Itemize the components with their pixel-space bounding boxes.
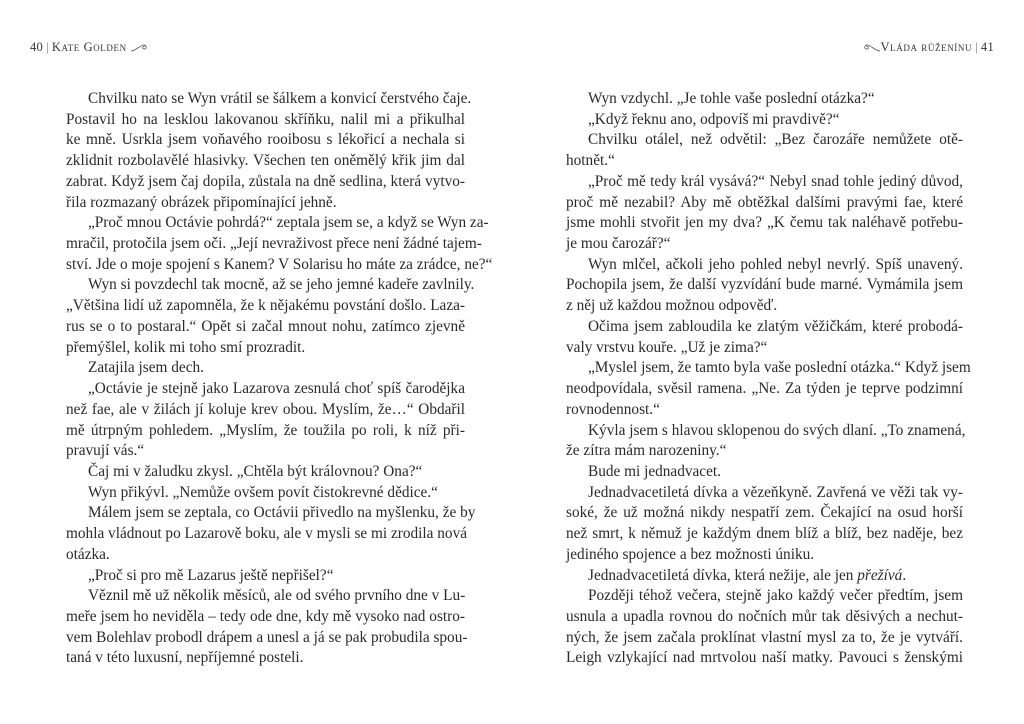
text-line-content: Jednadvacetiletá dívka, která nežije, ale jen (588, 566, 858, 584)
text-line-content: soké, že už možná nikdy nespatří zem. Čekající na osud horší (566, 504, 963, 522)
text-line (566, 275, 963, 296)
text-line-content: Bude mi jednadvacet. (588, 462, 721, 480)
text-line (66, 234, 482, 255)
text-line-content: „Proč mě tedy král vysává?“ Nebyl snad tohle jediný důvod, (588, 172, 963, 190)
text-line-content: že zítra mám narozeniny.“ (566, 442, 727, 460)
text-line-content: „Proč si pro mě Lazarus ještě nepřišel?“ (88, 566, 334, 584)
text-line (566, 213, 963, 234)
text-line (66, 648, 465, 669)
text-line (566, 441, 963, 462)
text-line-content: Chvilku otálel, než odvětil: „Bez čarozáře nemůžete otě- (588, 131, 963, 149)
text-line (66, 462, 465, 483)
right-page (512, 0, 1024, 724)
text-line-tail: . (902, 566, 907, 584)
text-line-content: Málem jsem se zeptala, co Octávii přivedlo na myšlenku, že by (88, 504, 476, 522)
text-line-content: Wyn přikývl. „Nemůže ovšem povít čistokrevné dědice.“ (88, 483, 438, 501)
text-line-content: mě útrpným pohledem. „Myslím, že toužila po roli, k níž při- (66, 421, 465, 439)
right-running-header (863, 40, 994, 55)
text-line-content: jsme mohli stvořit jen my dva? „K čemu tak naléhavě potřebu- (566, 214, 963, 232)
text-line (566, 317, 963, 338)
left-body-text (66, 89, 493, 669)
text-line (566, 503, 963, 524)
text-line (566, 400, 963, 421)
text-line-content: zabrat. Když jsem čaj dopila, zůstala na dně sedlina, která vytvo- (66, 172, 465, 190)
text-line (566, 545, 963, 566)
text-line-content: mohla vládnout po Lazarově boku, ale v mysli se mi zrodila nová (66, 525, 468, 543)
text-line-content: hotnět.“ (566, 152, 615, 170)
text-line (66, 255, 493, 276)
text-line (66, 296, 465, 317)
text-line (66, 317, 465, 338)
text-line (66, 483, 465, 504)
text-line-content: Pochopila jsem, že další vyzvídání bude marné. Vymámila jsem (566, 276, 963, 294)
text-line-content: z něj už každou možnou odpověď. (566, 297, 778, 315)
text-line (566, 607, 963, 628)
text-line-content: Wyn si povzdechl tak mocně, až se jeho jemné kadeře zavlnily. (88, 276, 475, 294)
text-line (66, 379, 465, 400)
text-line (66, 338, 465, 359)
text-line (66, 586, 465, 607)
text-line (566, 524, 963, 545)
text-line (566, 338, 963, 359)
right-body-text (566, 89, 971, 669)
text-line-content: mračil, protočila jsem oči. „Její nevraživost přece není žádné tajem- (66, 235, 482, 253)
text-line-content: „Myslel jsem, že tamto byla vaše poslední otázka.“ Když jsem (588, 359, 971, 377)
text-line (66, 545, 465, 566)
text-line (566, 358, 971, 379)
text-line (566, 255, 963, 276)
text-line (566, 110, 963, 131)
text-line (566, 172, 963, 193)
text-line (66, 607, 465, 628)
text-line (566, 151, 963, 172)
text-line (66, 358, 465, 379)
text-line (566, 193, 963, 214)
text-line (66, 213, 489, 234)
header-separator: | (975, 40, 978, 54)
text-line (66, 441, 465, 462)
text-line (66, 130, 465, 151)
text-line-content: neodpovídala, svěsil ramena. „Ne. Za týden je teprve podzimní (566, 380, 963, 398)
text-line (566, 462, 963, 483)
text-line-content: Čaj mi v žaludku zkysl. „Chtěla být královnou? Ona?“ (88, 462, 423, 480)
text-line-content: valy vrstvu kouře. „Už je zima?“ (566, 338, 768, 356)
text-line-content: usnula a upadla rovnou do nočních můr tak děsivých a nechut- (566, 607, 963, 625)
text-line (66, 151, 465, 172)
text-line-content: Věznil mě už několik měsíců, ale od svého prvního dne v Lu- (88, 587, 466, 605)
text-line-content: rus se o to postaral.“ Opět si začal mnout nohu, zatímco zjevně (66, 317, 465, 335)
text-line-content: řila rozmazaný obrázek připomínající jehně. (66, 193, 337, 211)
text-line-content: pravují vás.“ (66, 442, 145, 460)
text-line-content: ke mně. Usrkla jsem voňavého rooibosu s lékořicí a nechala si (66, 131, 465, 149)
left-page-number: 40 (30, 40, 44, 54)
text-line (66, 172, 465, 193)
text-line (66, 503, 476, 524)
text-line (566, 379, 963, 400)
text-line-content: proč mě nezabil? Aby mě obtěžkal dalšími pravými fae, které (566, 193, 963, 211)
text-line (566, 421, 966, 442)
emphasized-word: přežívá (857, 566, 903, 584)
text-line-content: zklidnit rozbolavělé hlasivky. Všechen ten oněmělý křik jim dal (66, 152, 465, 170)
text-line-content: Zatajila jsem dech. (88, 359, 204, 377)
text-line-content: ných, že jsem začala proklínat vlastní mysl za to, že je vytváří. (566, 628, 963, 646)
text-line (566, 628, 963, 649)
header-separator: | (46, 40, 49, 54)
ornament-swash-icon (130, 43, 148, 53)
text-line (66, 110, 465, 131)
text-line (66, 628, 468, 649)
author-running-head: Kate Golden (51, 40, 127, 54)
text-line-content: než fae, ale v žilách jí koluje krev obou. Myslím, že…“ Obdařil (66, 400, 465, 418)
text-line-content: Postavil ho na lesklou lakovanou skříňku, nalil mi a přikulhal (66, 110, 465, 128)
text-line-content: Jednadvacetiletá dívka a vězeňkyně. Zavřená ve věži tak vy- (588, 483, 963, 501)
text-line-content: „Když řeknu ano, odpovíš mi pravdivě?“ (588, 110, 840, 128)
book-title-running-head: Vláda růženínu (880, 40, 973, 54)
text-line-content: „Většina lidí už zapomněla, že k nějakému povstání došlo. Laza- (66, 297, 465, 315)
left-running-header (30, 40, 148, 55)
text-line (66, 421, 465, 442)
text-line-content: „Proč mnou Octávie pohrdá?“ zeptala jsem se, a když se Wyn za- (88, 214, 489, 232)
text-line (66, 566, 465, 587)
text-line-content: vem Bolehlav probodl drápem a unesl a já se pak probudila spou- (66, 628, 468, 646)
text-line (66, 193, 465, 214)
text-line-content: přemýšlel, kolik mi toho smí prozradit. (66, 338, 306, 356)
text-line-content: Kývla jsem s hlavou sklopenou do svých dlaní. „To znamená, (588, 421, 966, 439)
text-line (66, 275, 475, 296)
text-line (566, 648, 963, 669)
text-line-content: Wyn mlčel, ačkoli jeho pohled nebyl nevrlý. Spíš unavený. (588, 255, 963, 273)
text-line-content: rovnodennost.“ (566, 400, 660, 418)
text-line (66, 89, 472, 110)
text-line (566, 586, 963, 607)
text-line (566, 296, 963, 317)
text-line-content: meře jsem ho neviděla – tedy ode dne, kdy mě vysoko nad ostro- (66, 607, 465, 625)
text-line-content: ství. Jde o moje spojení s Kanem? V Solarisu ho máte za zrádce, ne?“ (66, 255, 493, 273)
text-line (566, 89, 963, 110)
text-line (66, 400, 465, 421)
text-line-content: než smrt, k němuž je každým dnem blíž a blíž, bez naděje, bez (566, 525, 963, 543)
ornament-swash-icon (863, 43, 881, 53)
text-line-content: je mou čarozář?“ (566, 235, 671, 253)
text-line-content: jediného spojence a bez možnosti úniku. (566, 545, 815, 563)
text-line (66, 524, 468, 545)
text-line (566, 234, 963, 255)
text-line-content: Později téhož večera, stejně jako každý večer předtím, jsem (588, 587, 963, 605)
text-line (566, 566, 963, 587)
text-line-content: Leigh vzlykající nad mrtvolou naší matky. Pavouci s ženskými (566, 649, 963, 667)
text-line-content: Očima jsem zabloudila ke zlatým věžičkám, které probodá- (588, 317, 963, 335)
text-line-content: otázka. (66, 545, 110, 563)
text-line-content: Wyn vzdychl. „Je tohle vaše poslední otázka?“ (588, 90, 875, 107)
text-line-content: Chvilku nato se Wyn vrátil se šálkem a konvicí čerstvého čaje. (88, 90, 472, 107)
text-line (566, 130, 963, 151)
text-line (566, 483, 963, 504)
right-page-number: 41 (980, 40, 994, 54)
text-line-content: taná v této luxusní, nepříjemné posteli. (66, 649, 304, 667)
text-line-content: „Octávie je stejně jako Lazarova zesnulá choť spíš čarodějka (88, 380, 465, 398)
